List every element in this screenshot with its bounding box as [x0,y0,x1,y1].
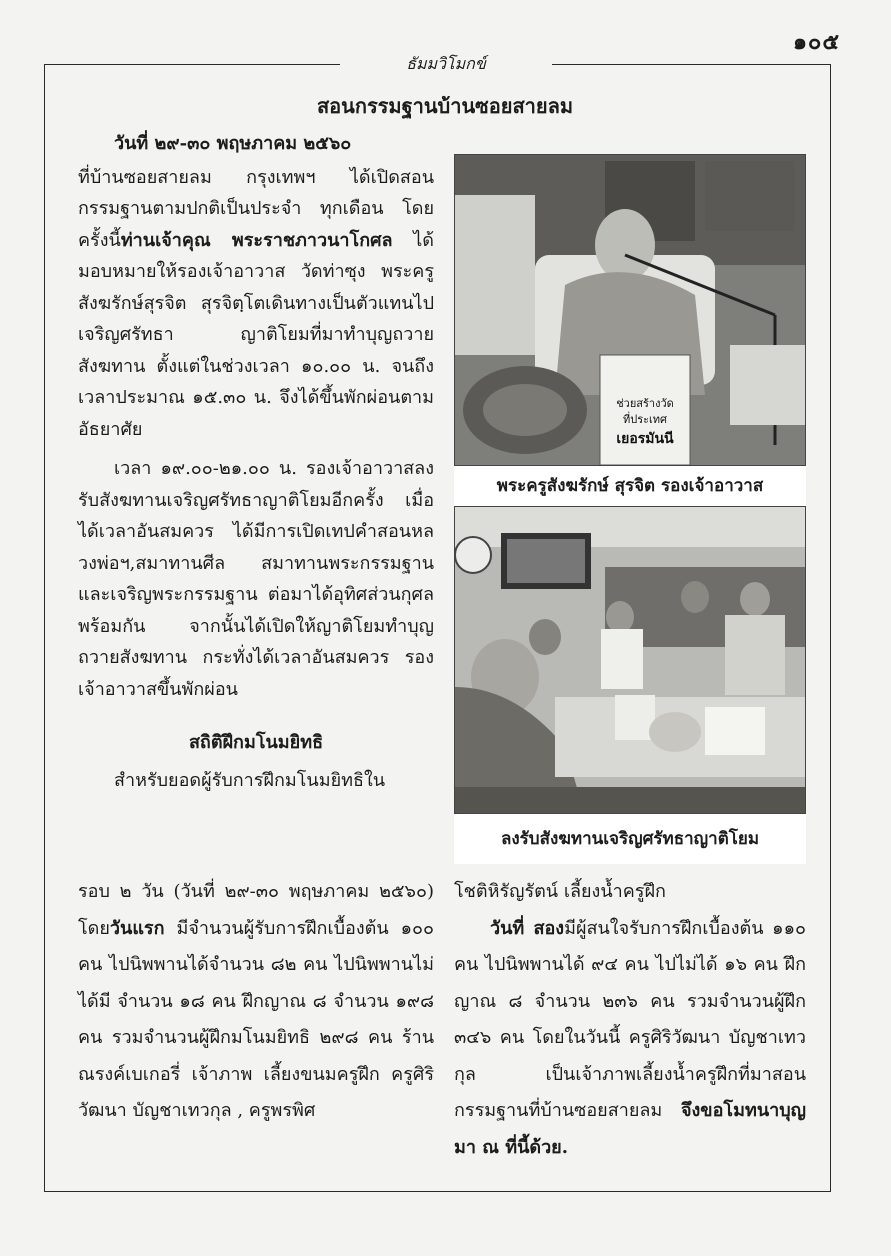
stats-day2-paragraph: วันที่ สองมีผู้สนใจรับการฝึกเบื้องต้น ๑๑๐ คน ไปนิพพานได้ ๙๔ คน ไปไม่ได้ ๑๖ คน ฝึกญาณ ๘ จำนวน ๒๓๖ คน รวมจำนวนผู้ฝึก ๓๔๖ คน โดยในวันนี้ ครูศิริวัฒนา บัญชาเทวกุล เป็นเจ้าภาพเลี้ยงน้ำครูฝึกที่มาสอนกรรมฐานที่บ้านซอยสายลม จึงขอโมทนาบุญมา ณ ที่นี้ด้วย. [454,917,806,1158]
donation-box-label: เยอรมันนี [616,431,674,447]
stats-intro: สำหรับยอดผู้รับการฝึกมโนมยิทธิใน [114,769,386,791]
paragraph-1: ที่บ้านซอยสายลม กรุงเทพฯ ได้เปิดสอนกรรมฐานตามปกติเป็นประจำ ทุกเดือน โดยครั้งนี้ท่านเจ้าคุณ พระราชภาวนาโกศล ได้มอบหมายให้รองเจ้าอาวาส วัดท่าซุง พระครูสังฆรักษ์สุรจิต สุรจิตฺโตเดินทางเป็นตัวแทนไปเจริญศรัทธา ญาติโยมที่มาทำบุญถวายสังฆทาน ตั้งแต่ในช่วงเวลา ๑๐.๐๐ น. จนถึงเวลาประมาณ ๑๕.๓๐ น. จึงได้ขึ้นพักผ่อนตามอัธยาศัย [78,166,434,440]
stats-left-column [78,874,434,1130]
stats-right-column [454,874,806,1166]
page-number: ๑๐๕ [792,29,840,55]
donation-box-label: ช่วยสร้างวัด [616,397,674,410]
monk-photo-image [455,155,806,466]
donation-box-label: ที่ประเทศ [622,413,668,426]
intro-column [78,128,434,796]
running-head: ธัมมวิโมกข์ [340,50,552,79]
donation-photo-image [455,507,806,814]
article-title: สอนกรรมฐานบ้านซอยสายลม [316,94,574,118]
paragraph-2: เวลา ๑๙.๐๐-๒๑.๐๐ น. รองเจ้าอาวาสลงรับสังฆทานเจริญศรัทธาญาติโยมอีกครั้ง เมื่อได้เวลาอันสมควร ได้มีการเปิดเทปคำสอนหลวงพ่อฯ,สมาทานศีล สมาทานพระกรรมฐานและเจริญพระกรรมฐาน ต่อมาได้อุทิศส่วนกุศลพร้อมกัน จากนั้นได้เปิดให้ญาติโยมทำบุญถวายสังฆทาน กระทั่งได้เวลาอันสมควร รองเจ้าอาวาสขึ้นพักผ่อน [78,458,434,700]
stats-heading: สถิติฝึกมโนมยิทธิ [188,732,324,753]
stats-day1-paragraph: รอบ ๒ วัน (วันที่ ๒๙-๓๐ พฤษภาคม ๒๕๖๐) โดยวันแรก มีจำนวนผู้รับการฝึกเบื้องต้น ๑๐๐ คน ไปนิพพานได้จำนวน ๘๒ คน ไปนิพพานไม่ได้มี จำนวน ๑๘ คน ฝึกญาณ ๘ จำนวน ๑๙๘ คน รวมจำนวนผู้ฝึกมโนมยิทธิ ๒๙๘ คน ร้านณรงค์เบเกอรี่ เจ้าภาพ เลี้ยงขนมครูฝึก ครูศิริวัฒนา บัญชาเทวกุล , ครูพรพิศ [78,881,434,1121]
stats-day1-continued: โชติหิรัญรัตน์ เลี้ยงน้ำครูฝึก [454,881,666,902]
date-line: วันที่ ๒๙-๓๐ พฤษภาคม ๒๕๖๐ [114,133,352,154]
photo-monk-portrait [454,154,806,466]
photo-donation-scene [454,506,806,814]
photo-1-caption: พระครูสังฆรักษ์ สุรจิต รองเจ้าอาวาส [454,466,806,506]
photo-2-caption: ลงรับสังฆทานเจริญศรัทธาญาติโยม [454,814,806,864]
